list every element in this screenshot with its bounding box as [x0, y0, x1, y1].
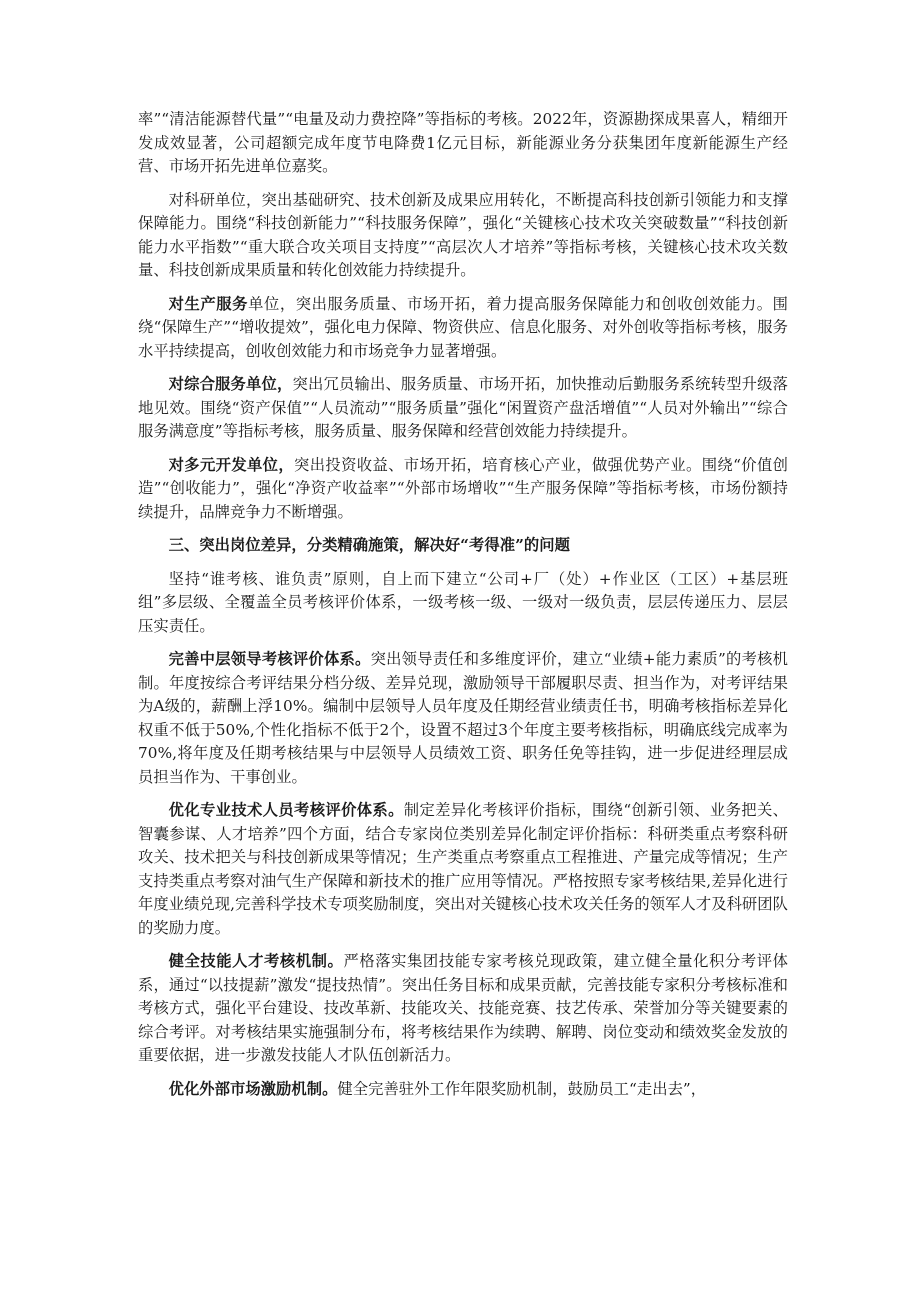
- paragraph-lead: 完善中层领导考核评价体系。: [168, 650, 371, 668]
- paragraph-lead: 优化专业技术人员考核评价体系。: [168, 801, 404, 819]
- paragraph-lead: 对多元开发单位，: [168, 455, 295, 474]
- paragraph-responsibility-principle: [138, 568, 788, 639]
- section-heading: [138, 534, 788, 558]
- paragraph-text: 严格落实集团技能专家考核兑现政策，建立健全量化积分考评体系，通过“以技提薪”激发“提技热情”。突出任务目标和成果贡献，完善技能专家积分考核标准和考核方式，强化平台建设、技改革新、技能攻关、技能竞赛、技艺传承、荣誉加分等关键要素的综合考评。对考核结果实施强制分布，将考核结果作为续聘、解聘、岗位变动和绩效奖金发放的重要依据，进一步激发技能人才队伍创新活力。: [138, 952, 788, 1064]
- paragraph-research-units: [138, 189, 788, 283]
- paragraph-text: 单位，突出服务质量、市场开拓，着力提高服务保障能力和创收创效能力。围绕“保障生产”“增收提效”，强化电力保障、物资供应、信息化服务、对外创收等指标考核，服务水平持续提高，创收创效能力和市场竞争力显著增强。: [138, 294, 788, 360]
- paragraph-lead: 健全技能人才考核机制。: [168, 952, 344, 970]
- paragraph-diversified-development: [138, 454, 788, 525]
- paragraph-text: 突出领导责任和多维度评价，建立“业绩+能力素质”的考核机制。年度按综合考评结果分档分级、差异兑现，激励领导干部履职尽责、担当作为，对考评结果为A级的，薪酬上浮10%。编制中层领导人员年度及任期经营业绩责任书，明确考核指标差异化权重不低于50%,个性化指标不低于2个，设置不超过3个年度主要考核指标，明确底线完成率为70%,将年度及任期考核结果与中层领导人员绩效工资、职务任免等挂钩，进一步促进经理层成员担当作为、干事创业。: [138, 650, 788, 786]
- paragraph-comprehensive-service: [138, 373, 788, 444]
- paragraph-text: 突出投资收益、市场开拓，培育核心产业，做强优势产业。围绕“价值创造”“创收能力”，强化“净资产收益率”“外部市场增收”“生产服务保障”等指标考核，市场份额持续提升，品牌竞争力不断增强。: [138, 455, 789, 521]
- paragraph-text: 突出冗员输出、服务质量、市场开拓，加快推动后勤服务系统转型升级落地见效。围绕“资产保值”“人员流动”“服务质量”强化“闲置资产盘活增值”“人员对外输出”“综合服务满意度”等指标考核，服务质量、服务保障和经营创效能力持续提升。: [138, 375, 789, 440]
- paragraph-text: 坚持“谁考核、谁负责”原则，自上而下建立“公司+厂（处）+作业区（工区）+基层班组”多层级、全覆盖全员考核评价体系，一级考核一级、一级对一级负责，层层传递压力、层层压实责任。: [138, 569, 788, 635]
- paragraph-text: 率”“清洁能源替代量”“电量及动力费控降”等指标的考核。2022年，资源勘探成果喜人，精细开发成效显著，公司超额完成年度节电降费1亿元目标，新能源业务分获集团年度新能源生产经营、市场开拓先进单位嘉奖。: [138, 110, 788, 175]
- paragraph-middle-leader-evaluation: [138, 648, 788, 789]
- paragraph-lead: 优化外部市场激励机制。: [168, 1079, 338, 1098]
- paragraph-lead: 对生产服务: [168, 294, 249, 313]
- paragraph-technical-staff-evaluation: [138, 799, 788, 940]
- paragraph-text: 健全完善驻外工作年限奖励机制，鼓励员工“走出去”，: [337, 1079, 707, 1098]
- paragraph-text: 对科研单位，突出基础研究、技术创新及成果应用转化，不断提高科技创新引领能力和支撑保障能力。围绕“科技创新能力”“科技服务保障”，强化“关键核心技术攻关突破数量”“科技创新能力水平指数”“重大联合攻关项目支持度”“高层次人才培养”等指标考核，关键核心技术攻关数量、科技创新成果质量和转化创效能力持续提升。: [138, 190, 788, 279]
- paragraph-production-service: [138, 293, 788, 364]
- paragraph-lead: 对综合服务单位，: [168, 375, 293, 393]
- document-page: [138, 108, 788, 1111]
- section-heading-text: 三、突出岗位差异，分类精确施策，解决好“考得准”的问题: [168, 536, 570, 554]
- paragraph-skilled-talent-evaluation: [138, 950, 788, 1068]
- paragraph-energy-results: [138, 108, 788, 179]
- paragraph-text: 制定差异化考核评价指标，围绕“创新引领、业务把关、智囊参谋、人才培养”四个方面，结合专家岗位类别差异化制定评价指标：科研类重点考察科研攻关、技术把关与科技创新成果等情况；生产类重点考察重点工程推进、产量完成等情况；生产支持类重点考察对油气生产保障和新技术的推广应用等情况。严格按照专家考核结果,差异化进行年度业绩兑现,完善科学技术专项奖励制度，突出对关键核心技术攻关任务的领军人才及科研团队的奖励力度。: [138, 801, 788, 937]
- paragraph-external-market-incentive: [138, 1078, 788, 1102]
